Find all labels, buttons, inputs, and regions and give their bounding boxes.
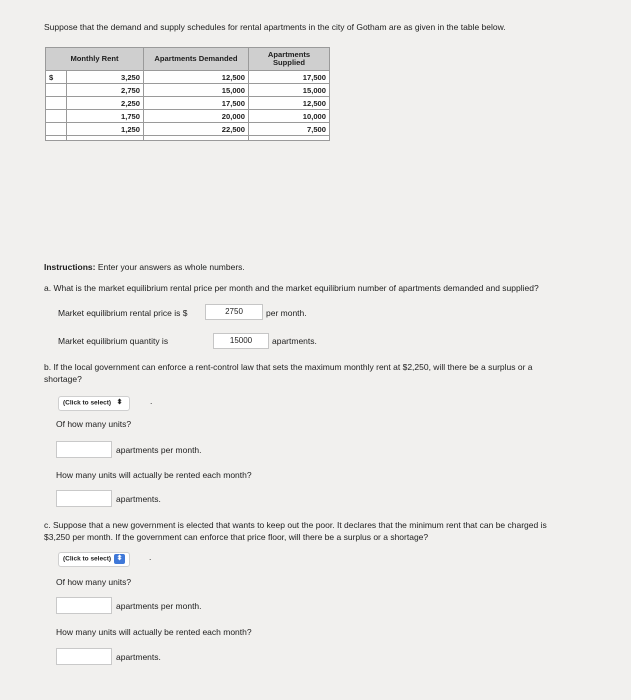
rent-cell: 3,250 (67, 71, 144, 84)
rented-input-b[interactable] (56, 490, 112, 507)
equilibrium-quantity-input[interactable]: 15000 (213, 333, 269, 349)
rented-input-c[interactable] (56, 648, 112, 665)
rented-question-c: How many units will actually be rented each month? (56, 627, 252, 637)
table-header-row (46, 48, 330, 71)
demanded-cell: 17,500 (144, 97, 249, 110)
part-c-question-line2: $3,250 per month. If the government can enforce that price floor, will there be a surplus or a shortage? (44, 532, 429, 542)
part-a-question: a. What is the market equilibrium rental price per month and the market equilibrium number of apartments demanded and supplied? (44, 283, 539, 293)
demanded-cell: 15,000 (144, 84, 249, 97)
chevron-up-down-icon: ⬍ (116, 399, 123, 406)
instructions-label: Instructions: (44, 262, 96, 272)
supplied-cell: 7,500 (249, 123, 330, 136)
part-c-question-line1: c. Suppose that a new government is elected that wants to keep out the poor. It declares that the minimum rent that can be charged is (44, 520, 547, 530)
supplied-cell: 15,000 (249, 84, 330, 97)
demanded-cell: 12,500 (144, 71, 249, 84)
table-row (46, 123, 330, 136)
chevron-up-down-icon: ⬍ (114, 554, 125, 564)
demanded-cell: 22,500 (144, 123, 249, 136)
supplied-cell: 10,000 (249, 110, 330, 123)
units-input-b[interactable] (56, 441, 112, 458)
units-suffix-c: apartments per month. (116, 601, 202, 611)
schedule-table (45, 47, 330, 141)
price-label: Market equilibrium rental price is $ (58, 308, 188, 318)
table-row (46, 97, 330, 110)
rent-cell: 2,250 (67, 97, 144, 110)
units-suffix-b: apartments per month. (116, 445, 202, 455)
rented-question-b: How many units will actually be rented each month? (56, 470, 252, 480)
currency-spacer (46, 84, 67, 97)
quantity-label: Market equilibrium quantity is (58, 336, 169, 346)
rent-cell: 1,250 (67, 123, 144, 136)
currency-spacer (46, 97, 67, 110)
instructions-text: Enter your answers as whole numbers. (97, 262, 245, 272)
header-monthly-rent: Monthly Rent (46, 48, 144, 71)
rented-suffix-c: apartments. (116, 652, 161, 662)
how-many-label-c: Of how many units? (56, 577, 132, 587)
surplus-shortage-select-b[interactable] (58, 396, 130, 411)
price-suffix: per month. (266, 308, 307, 318)
supplied-cell: 12,500 (249, 97, 330, 110)
part-b-question-line2: shortage? (44, 374, 82, 384)
table-blank-row (46, 136, 330, 141)
instructions (44, 262, 245, 272)
rented-suffix-b: apartments. (116, 494, 161, 504)
part-b-question-line1: b. If the local government can enforce a rent-control law that sets the maximum monthly rent at $2,250, will there be a surplus or a (44, 362, 533, 372)
period: . (149, 552, 152, 562)
select-placeholder: (Click to select) (63, 399, 112, 407)
rent-cell: 2,750 (67, 84, 144, 97)
table-row (46, 110, 330, 123)
demanded-cell: 20,000 (144, 110, 249, 123)
supplied-cell: 17,500 (249, 71, 330, 84)
table-row (46, 71, 330, 84)
period: . (150, 396, 153, 406)
intro-text: Suppose that the demand and supply schedules for rental apartments in the city of Gotham are as given in the table below. (44, 22, 506, 32)
rent-cell: 1,750 (67, 110, 144, 123)
currency-symbol: $ (46, 71, 67, 84)
how-many-label-b: Of how many units? (56, 419, 132, 429)
header-apartments-supplied: Apartments Supplied (249, 48, 330, 71)
currency-spacer (46, 110, 67, 123)
quantity-suffix: apartments. (272, 336, 317, 346)
header-apartments-demanded: Apartments Demanded (144, 48, 249, 71)
currency-spacer (46, 123, 67, 136)
table-row (46, 84, 330, 97)
select-placeholder: (Click to select) (63, 555, 112, 563)
units-input-c[interactable] (56, 597, 112, 614)
equilibrium-price-input[interactable]: 2750 (205, 304, 263, 320)
surplus-shortage-select-c[interactable] (58, 552, 130, 567)
